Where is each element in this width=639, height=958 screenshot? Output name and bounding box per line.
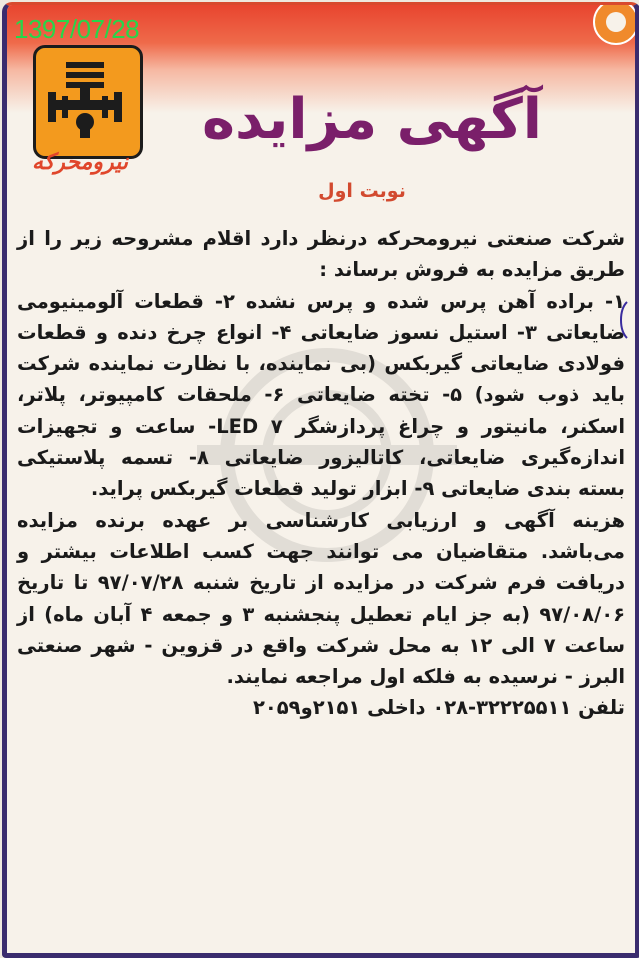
ad-body bbox=[17, 223, 625, 724]
ad-subtitle: نوبت اول bbox=[318, 180, 406, 202]
logo-wordmark: نیرومحرکه bbox=[32, 150, 128, 175]
company-logo bbox=[33, 45, 143, 159]
cost-paragraph: هزینه آگهی و ارزیابی کارشناسی بر عهده برنده مزایده می‌باشد. متقاضیان می توانند جهت کسب اطلاعات بیشتر و دریافت فرم شرکت در مزایده از تاریخ شنبه ۹۷/۰۷/۲۸ تا تاریخ ۹۷/۰۸/۰۶ (به جز ایام تعطیل پنجشنبه ۳ و جمعه ۴ آبان ماه) از ساعت ۷ الی ۱۲ به محل شرکت واقع در قزوین - شهر صنعتی البرز - نرسیده به فلکه اول مراجعه نمایند. bbox=[17, 508, 626, 689]
items-paragraph: ۱- براده آهن پرس شده و پرس نشده ۲- قطعات آلومینیومی ضایعاتی ۳- استیل نسوز ضایعاتی ۴- انواع چرخ دنده و قطعات فولادی ضایعاتی گیربکس (بی نماینده، با نظارت نماینده شرکت باید ذوب شود) ۵- تخته ضایعاتی ۶- ملحقات کامپیوتر، پلاتر، اسکنر، مانیتور و چراغ پردازشگر LED ۷- ساعت و تجهیزات اندازه‌گیری ضایعاتی، کاتالیزور ضایعاتی ۸- تسمه پلاستیکی بسته بندی ضایعاتی ۹- ابزار تولید قطعات گیربکس پراید. bbox=[17, 289, 626, 501]
ad-frame bbox=[2, 2, 639, 958]
phone-line: تلفن ۳۲۲۲۵۵۱۱-۰۲۸ داخلی ۲۱۵۱و۲۰۵۹ bbox=[252, 696, 625, 720]
ad-title: آگهی مزایده bbox=[201, 87, 543, 152]
intro-paragraph: شرکت صنعتی نیرومحرکه درنظر دارد اقلام مشروحه زیر را از طریق مزایده به فروش برساند : bbox=[17, 227, 625, 282]
engine-piston-icon bbox=[36, 48, 134, 150]
date-stamp: 1397/07/28 bbox=[14, 14, 140, 44]
pen-mark-icon bbox=[617, 300, 631, 340]
